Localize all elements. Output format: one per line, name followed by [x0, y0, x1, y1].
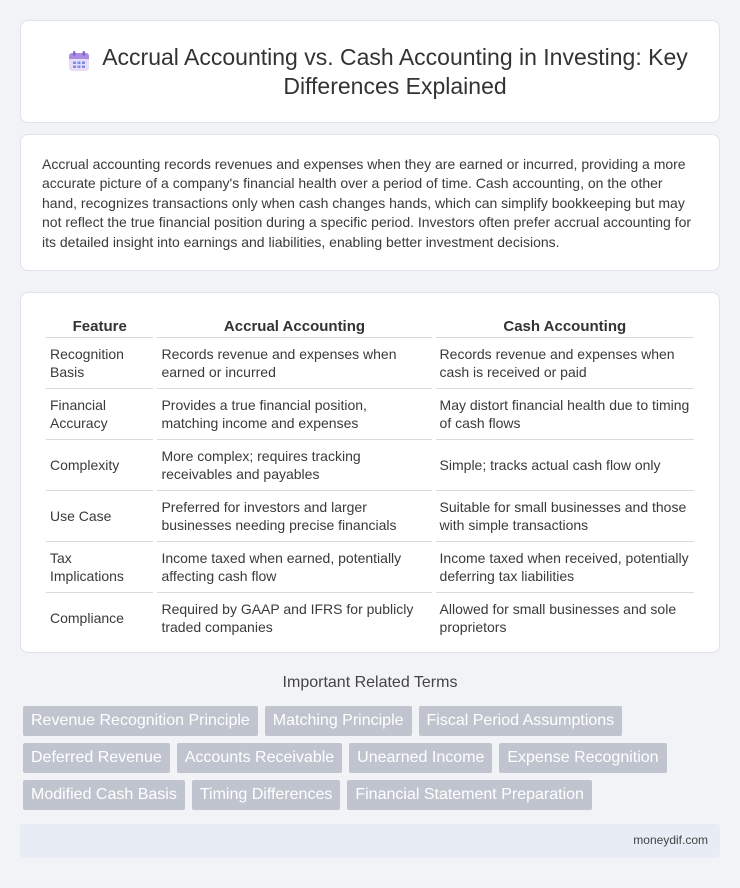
intro-card — [20, 134, 720, 271]
cash-cell: Income taxed when received, potentially deferring tax liabilities — [436, 542, 694, 593]
tag-revenue-recognition-principle[interactable]: Revenue Recognition Principle — [23, 706, 258, 736]
tag-deferred-revenue[interactable]: Deferred Revenue — [23, 743, 170, 773]
cash-cell: Allowed for small businesses and sole proprietors — [439, 601, 677, 635]
footer — [20, 824, 720, 858]
table-row — [46, 338, 694, 389]
tag-unearned-income[interactable]: Unearned Income — [349, 743, 492, 773]
accrual-cell: Required by GAAP and IFRS for publicly traded companies — [161, 601, 414, 635]
feature-cell: Complexity — [46, 440, 153, 491]
cash-cell: Records revenue and expenses when cash is received or paid — [436, 338, 694, 389]
cash-cell: May distort financial health due to timing of cash flows — [436, 389, 694, 440]
table-row — [46, 593, 694, 643]
header-feature: Feature — [46, 315, 153, 338]
comparison-card — [20, 292, 720, 653]
table-row — [46, 542, 694, 593]
feature-cell: Tax Implications — [46, 542, 153, 593]
table-header-row — [46, 315, 694, 338]
header-cash: Cash Accounting — [436, 315, 694, 338]
accrual-cell: Preferred for investors and larger businesses needing precise financials — [157, 491, 431, 542]
feature-cell: Financial Accuracy — [46, 389, 153, 440]
tag-expense-recognition[interactable]: Expense Recognition — [499, 743, 666, 773]
feature-cell: Recognition Basis — [46, 338, 153, 389]
page-title: Accrual Accounting vs. Cash Accounting in Investing: Key Differences Explained — [102, 44, 688, 99]
feature-cell: Compliance — [50, 610, 124, 626]
accrual-cell: More complex; requires tracking receivables and payables — [157, 440, 431, 491]
table-row — [46, 491, 694, 542]
comparison-table — [42, 315, 698, 643]
accrual-cell: Provides a true financial position, matching income and expenses — [157, 389, 431, 440]
tag-row — [23, 706, 723, 736]
tag-row — [23, 743, 723, 773]
tag-modified-cash-basis[interactable]: Modified Cash Basis — [23, 780, 185, 810]
accrual-cell: Records revenue and expenses when earned or incurred — [157, 338, 431, 389]
tag-row — [23, 780, 723, 810]
footer-site[interactable]: moneydif.com — [633, 833, 708, 847]
intro-paragraph: Accrual accounting records revenues and expenses when they are earned or incurred, providing a more accurate picture of a company's financial health over a period of time. Cash accounting, on the other hand, recognizes transactions only when cash changes hands, which can simplify bookkeeping but may not reflect the true financial position during a specific period. Investors often prefer accrual accounting for its detailed insight into earnings and liabilities, enabling better investment decisions. — [42, 156, 692, 250]
accrual-cell: Income taxed when earned, potentially affecting cash flow — [157, 542, 431, 593]
related-terms-title: Important Related Terms — [282, 674, 458, 691]
cash-cell: Suitable for small businesses and those with simple transactions — [436, 491, 694, 542]
title-card — [20, 20, 720, 123]
header-accrual: Accrual Accounting — [157, 315, 431, 338]
tag-financial-statement-preparation[interactable]: Financial Statement Preparation — [347, 780, 592, 810]
cash-cell: Simple; tracks actual cash flow only — [436, 440, 694, 491]
tag-fiscal-period-assumptions[interactable]: Fiscal Period Assumptions — [419, 706, 623, 736]
table-row — [46, 389, 694, 440]
related-terms-tags — [23, 706, 723, 817]
feature-cell: Use Case — [46, 491, 153, 542]
tag-accounts-receivable[interactable]: Accounts Receivable — [177, 743, 342, 773]
table-row — [46, 440, 694, 491]
tag-timing-differences[interactable]: Timing Differences — [192, 780, 341, 810]
tag-matching-principle[interactable]: Matching Principle — [265, 706, 412, 736]
